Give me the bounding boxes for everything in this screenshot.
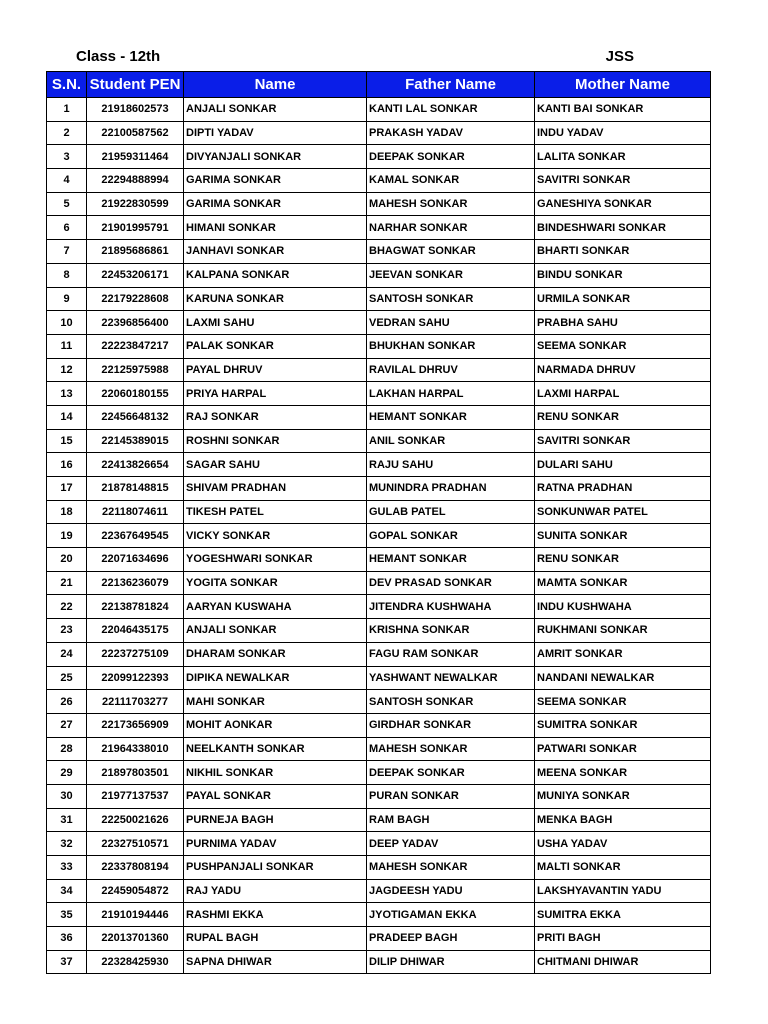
cell-name: JANHAVI SONKAR [184,240,367,264]
cell-student-pen: 22456648132 [87,405,184,429]
school-label: JSS [605,48,634,65]
cell-mother-name: SAVITRI SONKAR [535,429,711,453]
cell-father-name: LAKHAN HARPAL [367,382,535,406]
column-header-father-name: Father Name [367,72,535,98]
cell-mother-name: INDU YADAV [535,121,711,145]
cell-father-name: PRAKASH YADAV [367,121,535,145]
cell-sn: 23 [47,619,87,643]
cell-father-name: PRADEEP BAGH [367,927,535,951]
cell-sn: 20 [47,548,87,572]
cell-mother-name: MALTI SONKAR [535,856,711,880]
cell-sn: 16 [47,453,87,477]
cell-sn: 12 [47,358,87,382]
column-header-sn: S.N. [47,72,87,98]
cell-mother-name: NARMADA DHRUV [535,358,711,382]
cell-mother-name: PATWARI SONKAR [535,737,711,761]
cell-student-pen: 21959311464 [87,145,184,169]
cell-father-name: DEEPAK SONKAR [367,761,535,785]
cell-sn: 15 [47,429,87,453]
cell-name: MAHI SONKAR [184,690,367,714]
cell-student-pen: 21878148815 [87,477,184,501]
table-body [47,98,711,974]
cell-father-name: JITENDRA KUSHWAHA [367,595,535,619]
student-roster-table [46,71,711,974]
cell-father-name: YASHWANT NEWALKAR [367,666,535,690]
table-row [47,240,711,264]
cell-mother-name: RENU SONKAR [535,405,711,429]
table-row [47,121,711,145]
cell-name: GARIMA SONKAR [184,169,367,193]
cell-name: PAYAL DHRUV [184,358,367,382]
cell-name: RASHMI EKKA [184,903,367,927]
table-row [47,713,711,737]
cell-name: YOGITA SONKAR [184,571,367,595]
cell-mother-name: RENU SONKAR [535,548,711,572]
cell-father-name: DILIP DHIWAR [367,950,535,974]
cell-name: RAJ YADU [184,879,367,903]
cell-mother-name: MEENA SONKAR [535,761,711,785]
cell-name: KALPANA SONKAR [184,263,367,287]
cell-student-pen: 22367649545 [87,524,184,548]
table-row [47,619,711,643]
cell-father-name: VEDRAN SAHU [367,311,535,335]
table-row [47,98,711,122]
table-row [47,192,711,216]
cell-father-name: JEEVAN SONKAR [367,263,535,287]
cell-sn: 25 [47,666,87,690]
cell-mother-name: RATNA PRADHAN [535,477,711,501]
cell-sn: 7 [47,240,87,264]
table-row [47,950,711,974]
cell-sn: 4 [47,169,87,193]
cell-father-name: ANIL SONKAR [367,429,535,453]
cell-mother-name: SONKUNWAR PATEL [535,500,711,524]
class-label: Class - 12th [76,48,161,65]
cell-mother-name: URMILA SONKAR [535,287,711,311]
cell-student-pen: 22013701360 [87,927,184,951]
cell-student-pen: 22100587562 [87,121,184,145]
table-row [47,169,711,193]
cell-sn: 30 [47,784,87,808]
table-row [47,287,711,311]
cell-sn: 31 [47,808,87,832]
table-row [47,453,711,477]
cell-sn: 2 [47,121,87,145]
cell-student-pen: 21901995791 [87,216,184,240]
table-row [47,666,711,690]
cell-name: ANJALI SONKAR [184,98,367,122]
table-row [47,808,711,832]
cell-father-name: BHUKHAN SONKAR [367,334,535,358]
cell-mother-name: PRABHA SAHU [535,311,711,335]
cell-name: SAGAR SAHU [184,453,367,477]
table-row [47,571,711,595]
cell-father-name: MAHESH SONKAR [367,856,535,880]
table-row [47,263,711,287]
cell-student-pen: 22223847217 [87,334,184,358]
cell-mother-name: AMRIT SONKAR [535,642,711,666]
table-row [47,405,711,429]
cell-mother-name: DULARI SAHU [535,453,711,477]
cell-sn: 29 [47,761,87,785]
table-row [47,856,711,880]
cell-name: VICKY SONKAR [184,524,367,548]
cell-mother-name: SUMITRA SONKAR [535,713,711,737]
cell-name: PAYAL SONKAR [184,784,367,808]
cell-student-pen: 22145389015 [87,429,184,453]
cell-sn: 17 [47,477,87,501]
cell-student-pen: 22294888994 [87,169,184,193]
cell-name: PURNEJA BAGH [184,808,367,832]
cell-father-name: KANTI LAL SONKAR [367,98,535,122]
cell-father-name: DEEP YADAV [367,832,535,856]
table-row [47,429,711,453]
table-row [47,737,711,761]
table-row [47,784,711,808]
cell-sn: 14 [47,405,87,429]
cell-mother-name: SEEMA SONKAR [535,334,711,358]
cell-name: HIMANI SONKAR [184,216,367,240]
cell-sn: 6 [47,216,87,240]
cell-father-name: GIRDHAR SONKAR [367,713,535,737]
cell-father-name: GULAB PATEL [367,500,535,524]
cell-sn: 21 [47,571,87,595]
cell-sn: 19 [47,524,87,548]
cell-father-name: KAMAL SONKAR [367,169,535,193]
cell-mother-name: RUKHMANI SONKAR [535,619,711,643]
cell-student-pen: 22046435175 [87,619,184,643]
cell-sn: 34 [47,879,87,903]
cell-sn: 24 [47,642,87,666]
cell-student-pen: 21964338010 [87,737,184,761]
cell-sn: 27 [47,713,87,737]
table-row [47,927,711,951]
cell-student-pen: 22237275109 [87,642,184,666]
cell-name: DIPIKA NEWALKAR [184,666,367,690]
cell-mother-name: BHARTI SONKAR [535,240,711,264]
table-row [47,761,711,785]
cell-student-pen: 21897803501 [87,761,184,785]
cell-mother-name: GANESHIYA SONKAR [535,192,711,216]
cell-name: NEELKANTH SONKAR [184,737,367,761]
cell-name: RUPAL BAGH [184,927,367,951]
cell-name: DIPTI YADAV [184,121,367,145]
cell-student-pen: 22173656909 [87,713,184,737]
cell-mother-name: SAVITRI SONKAR [535,169,711,193]
cell-father-name: RAVILAL DHRUV [367,358,535,382]
cell-father-name: KRISHNA SONKAR [367,619,535,643]
table-row [47,879,711,903]
table-row [47,595,711,619]
cell-student-pen: 22396856400 [87,311,184,335]
cell-father-name: DEV PRASAD SONKAR [367,571,535,595]
cell-student-pen: 22136236079 [87,571,184,595]
cell-name: ROSHNI SONKAR [184,429,367,453]
cell-father-name: MAHESH SONKAR [367,192,535,216]
table-row [47,832,711,856]
table-row [47,358,711,382]
cell-student-pen: 22459054872 [87,879,184,903]
cell-sn: 28 [47,737,87,761]
cell-mother-name: CHITMANI DHIWAR [535,950,711,974]
cell-student-pen: 22179228608 [87,287,184,311]
table-row [47,477,711,501]
cell-name: SHIVAM PRADHAN [184,477,367,501]
cell-father-name: RAM BAGH [367,808,535,832]
cell-student-pen: 22118074611 [87,500,184,524]
cell-sn: 22 [47,595,87,619]
cell-name: YOGESHWARI SONKAR [184,548,367,572]
cell-name: DHARAM SONKAR [184,642,367,666]
cell-name: GARIMA SONKAR [184,192,367,216]
cell-name: KARUNA SONKAR [184,287,367,311]
table-row [47,903,711,927]
cell-father-name: JAGDEESH YADU [367,879,535,903]
cell-father-name: BHAGWAT SONKAR [367,240,535,264]
cell-student-pen: 21910194446 [87,903,184,927]
cell-name: PRIYA HARPAL [184,382,367,406]
cell-name: PUSHPANJALI SONKAR [184,856,367,880]
cell-father-name: HEMANT SONKAR [367,405,535,429]
cell-sn: 37 [47,950,87,974]
cell-mother-name: BINDESHWARI SONKAR [535,216,711,240]
cell-father-name: SANTOSH SONKAR [367,690,535,714]
table-row [47,690,711,714]
cell-sn: 35 [47,903,87,927]
cell-name: TIKESH PATEL [184,500,367,524]
table-row [47,548,711,572]
cell-sn: 33 [47,856,87,880]
cell-name: RAJ SONKAR [184,405,367,429]
cell-sn: 26 [47,690,87,714]
cell-mother-name: PRITI BAGH [535,927,711,951]
table-row [47,145,711,169]
column-header-student-pen: Student PEN [87,72,184,98]
cell-mother-name: MUNIYA SONKAR [535,784,711,808]
table-header-row [47,72,711,98]
table-row [47,642,711,666]
cell-father-name: HEMANT SONKAR [367,548,535,572]
cell-student-pen: 22328425930 [87,950,184,974]
cell-student-pen: 22111703277 [87,690,184,714]
cell-name: ANJALI SONKAR [184,619,367,643]
cell-mother-name: LALITA SONKAR [535,145,711,169]
cell-student-pen: 22099122393 [87,666,184,690]
cell-student-pen: 22453206171 [87,263,184,287]
cell-sn: 11 [47,334,87,358]
cell-mother-name: LAKSHYAVANTIN YADU [535,879,711,903]
cell-father-name: GOPAL SONKAR [367,524,535,548]
table-row [47,500,711,524]
cell-student-pen: 22071634696 [87,548,184,572]
cell-father-name: PURAN SONKAR [367,784,535,808]
cell-sn: 1 [47,98,87,122]
cell-name: PALAK SONKAR [184,334,367,358]
cell-mother-name: SEEMA SONKAR [535,690,711,714]
cell-name: SAPNA DHIWAR [184,950,367,974]
cell-mother-name: USHA YADAV [535,832,711,856]
cell-student-pen: 22413826654 [87,453,184,477]
cell-mother-name: INDU KUSHWAHA [535,595,711,619]
cell-sn: 13 [47,382,87,406]
table-row [47,334,711,358]
cell-mother-name: SUNITA SONKAR [535,524,711,548]
cell-sn: 9 [47,287,87,311]
cell-father-name: RAJU SAHU [367,453,535,477]
cell-sn: 3 [47,145,87,169]
cell-student-pen: 22250021626 [87,808,184,832]
column-header-mother-name: Mother Name [535,72,711,98]
table-row [47,524,711,548]
cell-sn: 18 [47,500,87,524]
cell-father-name: NARHAR SONKAR [367,216,535,240]
cell-father-name: MAHESH SONKAR [367,737,535,761]
cell-student-pen: 21922830599 [87,192,184,216]
table-row [47,382,711,406]
cell-father-name: DEEPAK SONKAR [367,145,535,169]
cell-sn: 5 [47,192,87,216]
cell-student-pen: 21977137537 [87,784,184,808]
cell-name: LAXMI SAHU [184,311,367,335]
cell-name: NIKHIL SONKAR [184,761,367,785]
cell-mother-name: SUMITRA EKKA [535,903,711,927]
cell-student-pen: 21895686861 [87,240,184,264]
cell-mother-name: KANTI BAI SONKAR [535,98,711,122]
cell-mother-name: BINDU SONKAR [535,263,711,287]
cell-student-pen: 21918602573 [87,98,184,122]
cell-name: DIVYANJALI SONKAR [184,145,367,169]
table-row [47,216,711,240]
cell-sn: 36 [47,927,87,951]
cell-sn: 10 [47,311,87,335]
cell-student-pen: 22060180155 [87,382,184,406]
cell-mother-name: MAMTA SONKAR [535,571,711,595]
cell-father-name: JYOTIGAMAN EKKA [367,903,535,927]
cell-student-pen: 22125975988 [87,358,184,382]
cell-mother-name: LAXMI HARPAL [535,382,711,406]
cell-mother-name: MENKA BAGH [535,808,711,832]
cell-name: PURNIMA YADAV [184,832,367,856]
document-header [46,46,710,70]
column-header-name: Name [184,72,367,98]
cell-student-pen: 22337808194 [87,856,184,880]
cell-father-name: SANTOSH SONKAR [367,287,535,311]
table-row [47,311,711,335]
cell-sn: 32 [47,832,87,856]
cell-mother-name: NANDANI NEWALKAR [535,666,711,690]
cell-name: MOHIT AONKAR [184,713,367,737]
cell-student-pen: 22327510571 [87,832,184,856]
cell-sn: 8 [47,263,87,287]
cell-name: AARYAN KUSWAHA [184,595,367,619]
cell-father-name: FAGU RAM SONKAR [367,642,535,666]
cell-student-pen: 22138781824 [87,595,184,619]
cell-father-name: MUNINDRA PRADHAN [367,477,535,501]
